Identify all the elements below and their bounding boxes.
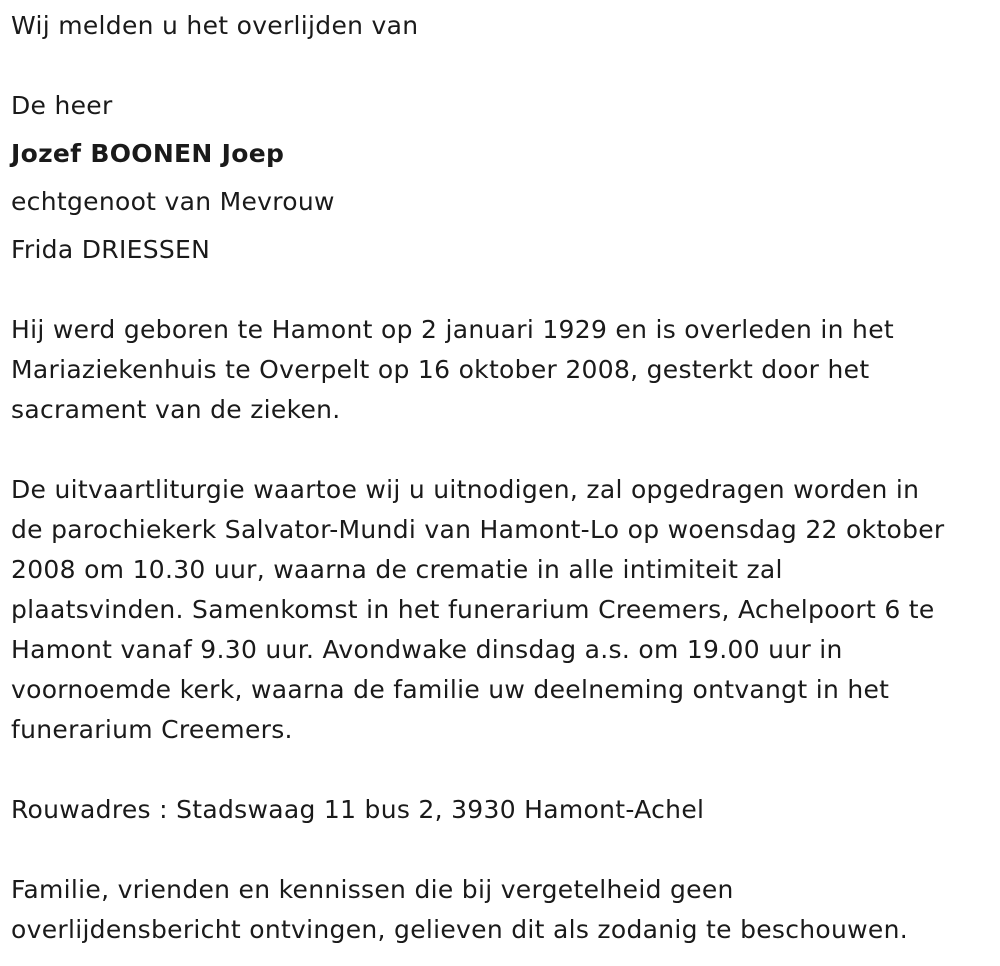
birth-death-line: sacrament van de zieken. bbox=[11, 395, 341, 424]
honorific: De heer bbox=[11, 91, 113, 120]
birth-death-line: Mariaziekenhuis te Overpelt op 16 oktober 2008, gesterkt door het bbox=[11, 355, 870, 384]
funeral-line: voornoemde kerk, waarna de familie uw deelneming ontvangt in het bbox=[11, 675, 890, 704]
funeral-line: Hamont vanaf 9.30 uur. Avondwake dinsdag a.s. om 19.00 uur in bbox=[11, 635, 843, 664]
closing-line: Familie, vrienden en kennissen die bij vergetelheid geen bbox=[11, 875, 734, 904]
funeral-line: de parochiekerk Salvator-Mundi van Hamont-Lo op woensdag 22 oktober bbox=[11, 515, 945, 544]
spouse-label: echtgenoot van Mevrouw bbox=[11, 187, 335, 216]
funeral-line: funerarium Creemers. bbox=[11, 715, 293, 744]
deceased-name: Jozef BOONEN Joep bbox=[11, 139, 285, 168]
birth-death-line: Hij werd geboren te Hamont op 2 januari 1929 en is overleden in het bbox=[11, 315, 894, 344]
spouse-name: Frida DRIESSEN bbox=[11, 235, 211, 264]
closing-line: overlijdensbericht ontvingen, gelieven dit als zodanig te beschouwen. bbox=[11, 915, 908, 944]
mourning-address: Rouwadres : Stadswaag 11 bus 2, 3930 Hamont-Achel bbox=[11, 795, 705, 824]
intro-text: Wij melden u het overlijden van bbox=[11, 11, 419, 40]
funeral-line: De uitvaartliturgie waartoe wij u uitnodigen, zal opgedragen worden in bbox=[11, 475, 920, 504]
funeral-line: 2008 om 10.30 uur, waarna de crematie in alle intimiteit zal bbox=[11, 555, 783, 584]
funeral-line: plaatsvinden. Samenkomst in het funerarium Creemers, Achelpoort 6 te bbox=[11, 595, 935, 624]
